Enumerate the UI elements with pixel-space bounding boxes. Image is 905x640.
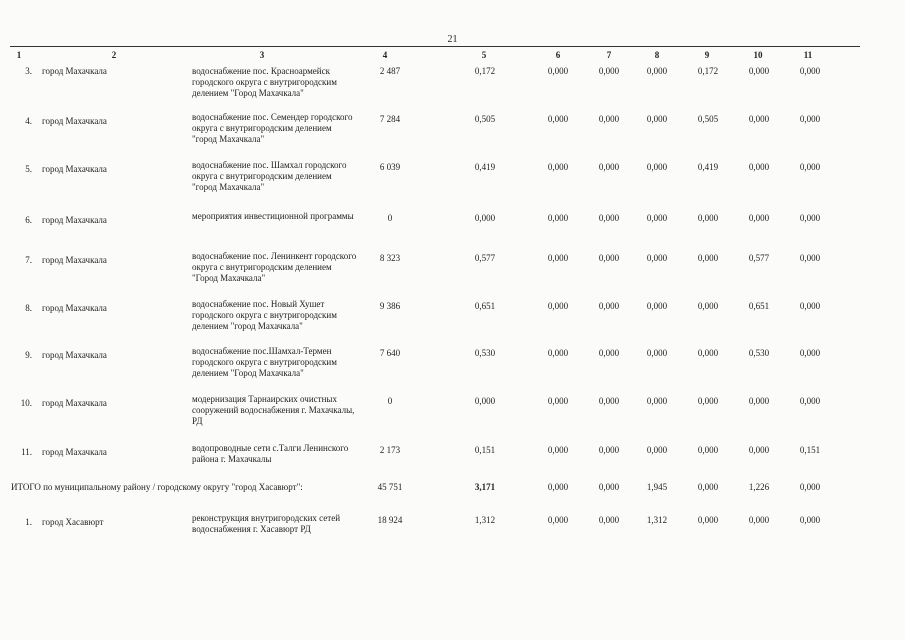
value-col-7: 0,000 xyxy=(598,114,620,124)
value-col-6: 0,000 xyxy=(547,66,569,76)
value-col-11: 0,000 xyxy=(799,162,821,172)
value-col-10: 0,000 xyxy=(748,66,770,76)
row-index: 11. xyxy=(21,447,32,457)
value-col-10: 0,577 xyxy=(748,253,770,263)
value-col-11: 0,000 xyxy=(799,348,821,358)
project-description: водоснабжение пос. Красноармейск городского округа с внутригородским делением "Город Махачкала" xyxy=(192,66,337,98)
column-header-8: 8 xyxy=(654,50,660,60)
value-col-5: 0,151 xyxy=(474,445,496,455)
project-description: водоснабжение пос. Ленинкент городского округа с внутригородским делением "Город Махачкала" xyxy=(192,251,357,283)
value-col-5: 3,171 xyxy=(474,482,496,492)
value-col-4: 18 924 xyxy=(377,515,403,525)
value-col-5: 1,312 xyxy=(474,515,496,525)
value-col-11: 0,000 xyxy=(799,213,821,223)
value-col-11: 0,000 xyxy=(799,482,821,492)
value-col-4: 0 xyxy=(387,396,393,406)
value-col-8: 0,000 xyxy=(646,114,668,124)
value-col-8: 0,000 xyxy=(646,253,668,263)
value-col-11: 0,000 xyxy=(799,515,821,525)
value-col-7: 0,000 xyxy=(598,301,620,311)
value-col-5: 0,505 xyxy=(474,114,496,124)
value-col-7: 0,000 xyxy=(598,213,620,223)
value-col-11: 0,000 xyxy=(799,66,821,76)
value-col-6: 0,000 xyxy=(547,253,569,263)
value-col-9: 0,000 xyxy=(697,213,719,223)
value-col-8: 0,000 xyxy=(646,213,668,223)
value-col-7: 0,000 xyxy=(598,396,620,406)
value-col-7: 0,000 xyxy=(598,348,620,358)
value-col-6: 0,000 xyxy=(547,213,569,223)
value-col-5: 0,000 xyxy=(474,213,496,223)
value-col-8: 1,312 xyxy=(646,515,668,525)
column-header-4: 4 xyxy=(382,50,388,60)
column-header-1: 1 xyxy=(16,50,22,60)
value-col-9: 0,000 xyxy=(697,515,719,525)
row-index: 6. xyxy=(25,215,32,225)
column-header-9: 9 xyxy=(704,50,710,60)
value-col-8: 0,000 xyxy=(646,348,668,358)
value-col-9: 0,000 xyxy=(697,396,719,406)
value-col-9: 0,419 xyxy=(697,162,719,172)
column-header-10: 10 xyxy=(753,50,763,60)
project-description: водоснабжение пос. Новый Хушет городского округа с внутригородским делением "город Махачкала" xyxy=(192,299,337,331)
municipality-name: город Хасавюрт xyxy=(42,517,104,527)
column-header-3: 3 xyxy=(259,50,265,60)
value-col-10: 0,000 xyxy=(748,162,770,172)
column-header-11: 11 xyxy=(803,50,813,60)
value-col-6: 0,000 xyxy=(547,348,569,358)
value-col-4: 6 039 xyxy=(379,162,401,172)
value-col-7: 0,000 xyxy=(598,515,620,525)
municipality-name: город Махачкала xyxy=(42,447,107,457)
municipality-name: город Махачкала xyxy=(42,164,107,174)
value-col-7: 0,000 xyxy=(598,66,620,76)
value-col-6: 0,000 xyxy=(547,515,569,525)
value-col-5: 0,000 xyxy=(474,396,496,406)
value-col-9: 0,000 xyxy=(697,301,719,311)
value-col-9: 0,000 xyxy=(697,445,719,455)
row-index: 4. xyxy=(25,116,32,126)
value-col-10: 0,530 xyxy=(748,348,770,358)
value-col-5: 0,577 xyxy=(474,253,496,263)
value-col-10: 0,000 xyxy=(748,213,770,223)
row-index: 8. xyxy=(25,303,32,313)
value-col-9: 0,172 xyxy=(697,66,719,76)
header-rule-top xyxy=(10,46,860,47)
value-col-9: 0,000 xyxy=(697,482,719,492)
value-col-11: 0,000 xyxy=(799,301,821,311)
project-description: водоснабжение пос.Шамхал-Термен городского округа с внутригородским делением "Город Махачкала" xyxy=(192,346,337,378)
column-header-5: 5 xyxy=(481,50,487,60)
project-description: реконструкция внутригородских сетей водоснабжения г. Хасавюрт РД xyxy=(192,513,341,534)
value-col-8: 0,000 xyxy=(646,66,668,76)
page-number: 21 xyxy=(447,34,458,45)
value-col-4: 7 640 xyxy=(379,348,401,358)
value-col-11: 0,000 xyxy=(799,396,821,406)
value-col-8: 1,945 xyxy=(646,482,668,492)
value-col-4: 7 284 xyxy=(379,114,401,124)
project-description: мероприятия инвестиционной программы xyxy=(192,211,354,221)
column-header-7: 7 xyxy=(606,50,612,60)
municipality-name: город Махачкала xyxy=(42,255,107,265)
value-col-7: 0,000 xyxy=(598,253,620,263)
value-col-11: 0,000 xyxy=(799,114,821,124)
value-col-6: 0,000 xyxy=(547,301,569,311)
row-index: 1. xyxy=(25,517,32,527)
value-col-6: 0,000 xyxy=(547,396,569,406)
municipality-name: город Махачкала xyxy=(42,116,107,126)
municipality-name: город Махачкала xyxy=(42,350,107,360)
value-col-7: 0,000 xyxy=(598,162,620,172)
value-col-4: 9 386 xyxy=(379,301,401,311)
municipality-name: город Махачкала xyxy=(42,303,107,313)
value-col-6: 0,000 xyxy=(547,162,569,172)
row-index: 9. xyxy=(25,350,32,360)
value-col-10: 0,000 xyxy=(748,515,770,525)
project-description: модернизация Тарнаирских очистных сооружений водоснабжения г. Махачкалы, РД xyxy=(192,394,355,426)
value-col-8: 0,000 xyxy=(646,396,668,406)
value-col-4: 2 173 xyxy=(379,445,401,455)
row-index: 7. xyxy=(25,255,32,265)
value-col-9: 0,505 xyxy=(697,114,719,124)
municipality-name: город Махачкала xyxy=(42,66,107,76)
project-description: водопроводные сети с.Талги Ленинского района г. Махачкалы xyxy=(192,443,349,464)
value-col-6: 0,000 xyxy=(547,114,569,124)
value-col-4: 0 xyxy=(387,213,393,223)
project-description: водоснабжение пос. Шамхал городского округа с внутригородским делением "город Махачкала" xyxy=(192,160,347,192)
value-col-11: 0,151 xyxy=(799,445,821,455)
value-col-8: 0,000 xyxy=(646,445,668,455)
value-col-10: 0,000 xyxy=(748,396,770,406)
column-header-6: 6 xyxy=(555,50,561,60)
row-index: 3. xyxy=(25,66,32,76)
value-col-6: 0,000 xyxy=(547,445,569,455)
value-col-5: 0,651 xyxy=(474,301,496,311)
value-col-9: 0,000 xyxy=(697,348,719,358)
value-col-4: 2 487 xyxy=(379,66,401,76)
value-col-7: 0,000 xyxy=(598,445,620,455)
municipality-name: город Махачкала xyxy=(42,398,107,408)
value-col-8: 0,000 xyxy=(646,301,668,311)
value-col-5: 0,172 xyxy=(474,66,496,76)
value-col-10: 1,226 xyxy=(748,482,770,492)
column-header-2: 2 xyxy=(111,50,117,60)
row-index: 5. xyxy=(25,164,32,174)
value-col-7: 0,000 xyxy=(598,482,620,492)
value-col-8: 0,000 xyxy=(646,162,668,172)
value-col-5: 0,530 xyxy=(474,348,496,358)
municipality-name: город Махачкала xyxy=(42,215,107,225)
value-col-10: 0,000 xyxy=(748,445,770,455)
value-col-9: 0,000 xyxy=(697,253,719,263)
value-col-4: 8 323 xyxy=(379,253,401,263)
value-col-10: 0,000 xyxy=(748,114,770,124)
project-description: водоснабжение пос. Семендер городского округа с внутригородским делением "город Махачкала" xyxy=(192,112,353,144)
value-col-4: 45 751 xyxy=(377,482,403,492)
value-col-11: 0,000 xyxy=(799,253,821,263)
row-index: 10. xyxy=(20,398,32,408)
value-col-10: 0,651 xyxy=(748,301,770,311)
value-col-5: 0,419 xyxy=(474,162,496,172)
value-col-6: 0,000 xyxy=(547,482,569,492)
total-label: ИТОГО по муниципальному району / городскому округу "город Хасавюрт": xyxy=(11,482,303,492)
